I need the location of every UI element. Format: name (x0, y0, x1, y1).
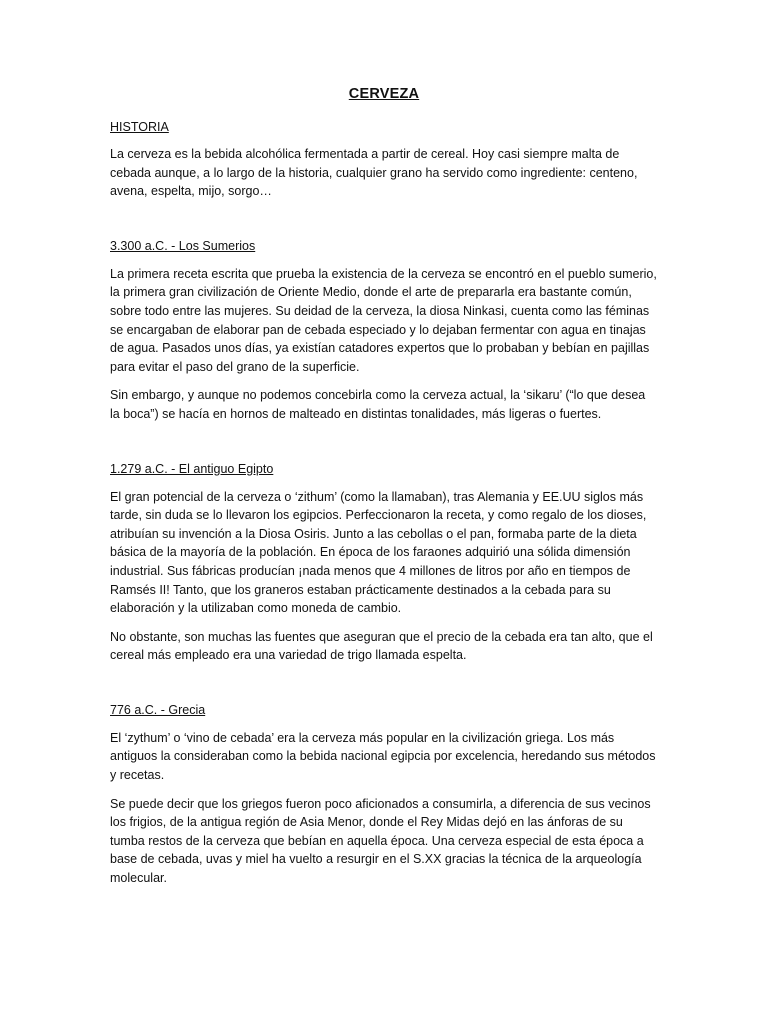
paragraph: El ‘zythum’ o ‘vino de cebada’ era la cerveza más popular en la civilización griega. Los más antiguos la consideraban como la bebida nacional egipcia por excelencia, heredando sus métodos y recetas. (110, 730, 656, 783)
section-spacer (110, 211, 658, 237)
paragraph: Sin embargo, y aunque no podemos concebirla como la cerveza actual, la ‘sikaru’ (“lo que desea la boca”) se hacía en hornos de malteado en distintas tonalidades, más ligeras o fuertes. (110, 388, 646, 421)
section-spacer (110, 675, 658, 701)
section-sumerios (110, 237, 658, 424)
section-heading-sumerios: 3.300 a.C. - Los Sumerios (110, 238, 256, 253)
intro-paragraph: La cerveza es la bebida alcohólica fermentada a partir de cereal. Hoy casi siempre malta de cebada aunque, a lo largo de la historia, cualquier grano ha servido como ingrediente: centeno, avena, espelta, mijo, sorgo… (110, 147, 638, 199)
paragraph: Se puede decir que los griegos fueron poco aficionados a consumirla, a diferencia de sus vecinos los frigios, de la antigua región de Asia Menor, donde el Rey Midas dejó en las ánforas de su tumba restos de la cerveza que bebían en aquella época. Una cerveza especial de esta época a base de cebada, uvas y miel ha vuelto a resurgir en el S.XX gracias la técnica de la arqueología molecular. (110, 796, 651, 886)
paragraph: El gran potencial de la cerveza o ‘zithum’ (como la llamaban), tras Alemania y EE.UU siglos más tarde, sin duda se lo llevaron los egipcios. Perfeccionaron la receta, y como regalo de los dioses, atribuían su invención a la Diosa Osiris. Junto a las cebollas o el pan, formaba parte de la dieta básica de la mayoría de la población. En época de los faraones adquirió una sólida dimensión industrial. Sus fábricas producían ¡nada menos que 4 millones de litros por año en tiempos de Ramsés II! Tanto, que los graneros estaban prácticamente destinados a la cebada para su elaboración y la utilizaban como moneda de cambio. (110, 489, 647, 616)
document-page (110, 86, 658, 898)
paragraph: La primera receta escrita que prueba la existencia de la cerveza se encontró en el pueblo sumerio, la primera gran civilización de Oriente Medio, donde el arte de prepararla era bastante común, sobre todo entre las mujeres. Su deidad de la cerveza, la diosa Ninkasi, cuenta como las féminas se encargaban de elaborar pan de cebada especiado y lo dejaban fermentar con agua en tinajas de agua. Pasados unos días, ya existían catadores expertos que lo probaban y bebían en pajillas para evitar el paso del grano de la superficie. (110, 266, 657, 374)
section-grecia (110, 701, 658, 888)
intro-heading: HISTORIA (110, 120, 169, 134)
section-spacer (110, 434, 658, 460)
section-heading-grecia: 776 a.C. - Grecia (110, 702, 206, 717)
document-title: CERVEZA (348, 86, 420, 102)
section-egipto (110, 460, 658, 665)
section-heading-egipto: 1.279 a.C. - El antiguo Egipto (110, 461, 274, 476)
paragraph: No obstante, son muchas las fuentes que aseguran que el precio de la cebada era tan alto, que el cereal más empleado era una variedad de trigo llamada espelta. (110, 629, 653, 663)
